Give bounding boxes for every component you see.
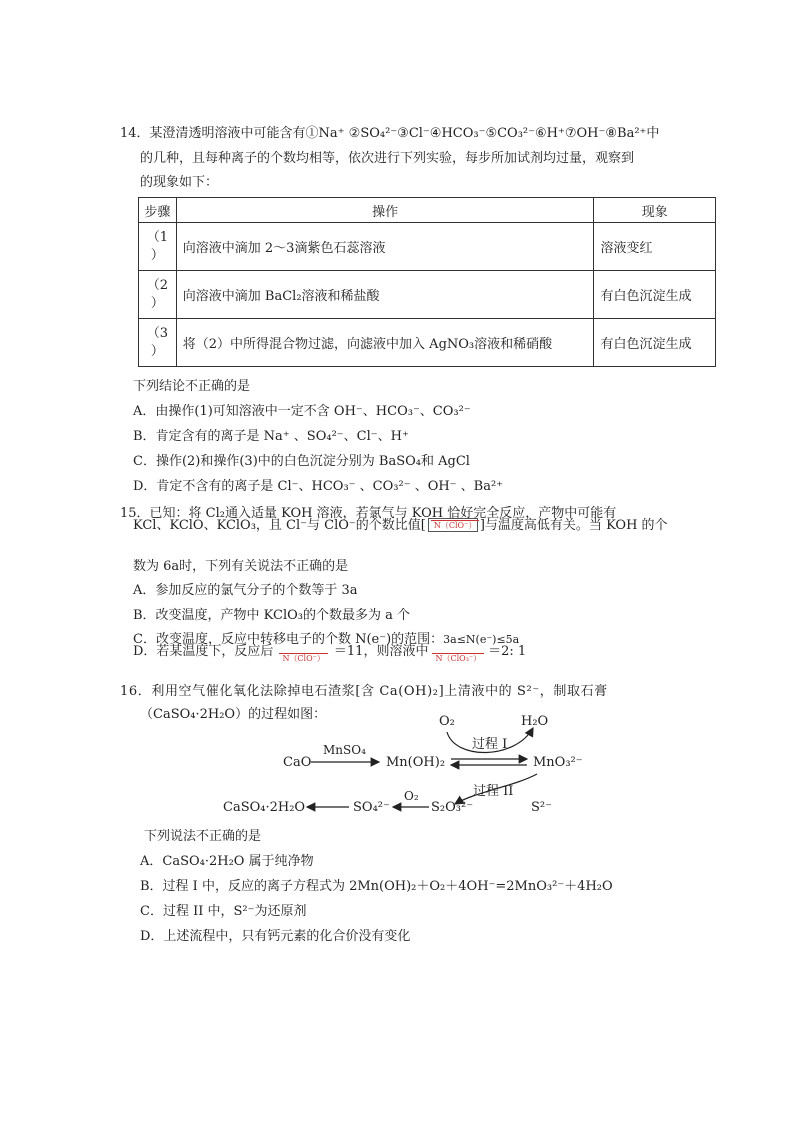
- table-header-row: [139, 198, 716, 223]
- mnso4-label: MnSO₄: [323, 743, 366, 757]
- step-cell: （2 ）: [139, 271, 177, 319]
- q15-option-c: C．改变温度，反应中转移电子的个数 N(e⁻)的范围：3a≤N(e⁻)≤5a: [133, 632, 520, 647]
- q16-stem-line1: 16．利用空气催化氧化法除掉电石渣浆[含 Ca(OH)₂]上清液中的 S²⁻，制取石膏: [120, 684, 608, 699]
- q15-option-d: D．若某温度下，反应后 N（ClO⁻） ＝11，则溶液中 N（ClO₃⁻） ＝2: 1: [133, 644, 527, 663]
- q14-stem-line2: 的几种，且每种离子的个数均相等，依次进行下列实验，每步所加试剂均过量，观察到: [140, 151, 635, 166]
- header-phenomenon: 现象: [594, 198, 716, 223]
- step-cell: （1 ）: [139, 223, 177, 271]
- mno3-label: MnO₃²⁻: [533, 755, 583, 770]
- q15-stem-line1: 15．已知：将 Cl₂通入适量 KOH 溶液，若氯气与 KOH 恰好完全反应，产物中可能有: [120, 506, 617, 521]
- q14-option-a: A．由操作(1)可知溶液中一定不含 OH⁻、HCO₃⁻、CO₃²⁻: [133, 404, 471, 419]
- s2o3-label: S₂O₃²⁻: [431, 800, 474, 815]
- q15-stem-line3: 数为 6a时，下列有关说法不正确的是: [133, 559, 349, 574]
- process1-label: 过程 I: [472, 737, 508, 752]
- table-row: [139, 223, 716, 271]
- o2-bottom-label: O₂: [404, 789, 419, 803]
- q16-prompt: 下列说法不正确的是: [144, 829, 262, 844]
- q14-option-b: B．肯定含有的离子是 Na⁺ 、SO₄²⁻、Cl⁻、H⁺: [133, 429, 409, 444]
- header-operation: 操作: [176, 198, 594, 223]
- mnoh2-label: Mn(OH)₂: [386, 755, 446, 770]
- process2-label: 过程 II: [473, 784, 514, 799]
- operation-cell: 将（2）中所得混合物过滤，向滤液中加入 AgNO₃溶液和稀硝酸: [176, 319, 594, 367]
- q15-option-a: A．参加反应的氯气分子的个数等于 3a: [133, 583, 358, 598]
- q16-process-diagram: [215, 708, 595, 823]
- operation-cell: 向溶液中滴加 BaCl₂溶液和稀盐酸: [176, 271, 594, 319]
- q16-option-a: A．CaSO₄·2H₂O 属于纯净物: [140, 854, 314, 869]
- q14-stem-line1: 14．某澄清透明溶液中可能含有①Na⁺ ②SO₄²⁻③Cl⁻④HCO₃⁻⑤CO₃²⁻⑥H⁺⑦OH⁻⑧Ba²⁺中: [120, 126, 660, 141]
- q14-prompt: 下列结论不正确的是: [133, 379, 251, 394]
- h2o-label: H₂O: [521, 714, 549, 729]
- q16-option-c: C．过程 II 中，S²⁻为还原剂: [140, 904, 307, 919]
- q14-option-d: D．肯定不含有的离子是 Cl⁻、HCO₃⁻ 、CO₃²⁻ 、OH⁻ 、Ba²⁺: [133, 479, 504, 494]
- q16-option-d: D．上述流程中，只有钙元素的化合价没有变化: [140, 929, 411, 944]
- gypsum-label: CaSO₄·2H₂O: [223, 800, 306, 815]
- ratio-box: N（ClO⁻）: [428, 518, 478, 532]
- q16-option-b: B．过程 I 中，反应的离子方程式为 2Mn(OH)₂＋O₂＋4OH⁻=2MnO₃²⁻＋4H₂O: [140, 879, 613, 894]
- table-row: [139, 319, 716, 367]
- q15-option-b: B．改变温度，产物中 KClO₃的个数最多为 a 个: [133, 608, 411, 623]
- phenomenon-cell: 有白色沉淀生成: [594, 271, 716, 319]
- phenomenon-cell: 有白色沉淀生成: [594, 319, 716, 367]
- operation-cell: 向溶液中滴加 2～3滴紫色石蕊溶液: [176, 223, 594, 271]
- q15-stem-line2: KCl、KClO、KClO₃，且 Cl⁻与 ClO⁻的个数比值[ N（ClO⁻） ]与温度高低有关。当 KOH 的个: [133, 518, 668, 533]
- q16-stem-line2: （CaSO₄·2H₂O）的过程如图：: [140, 707, 327, 722]
- q14-experiment-table: [138, 197, 716, 367]
- q14-stem-line3: 的现象如下：: [140, 175, 219, 190]
- o2-top-label: O₂: [439, 714, 455, 729]
- so4-label: SO₄²⁻: [353, 800, 390, 815]
- cao-label: CaO: [283, 755, 312, 770]
- step-cell: （3 ）: [139, 319, 177, 367]
- q14-option-c: C．操作(2)和操作(3)中的白色沉淀分别为 BaSO₄和 AgCl: [133, 454, 470, 469]
- phenomenon-cell: 溶液变红: [594, 223, 716, 271]
- table-row: [139, 271, 716, 319]
- s2-label: S²⁻: [531, 800, 552, 815]
- header-step: 步骤: [139, 198, 177, 223]
